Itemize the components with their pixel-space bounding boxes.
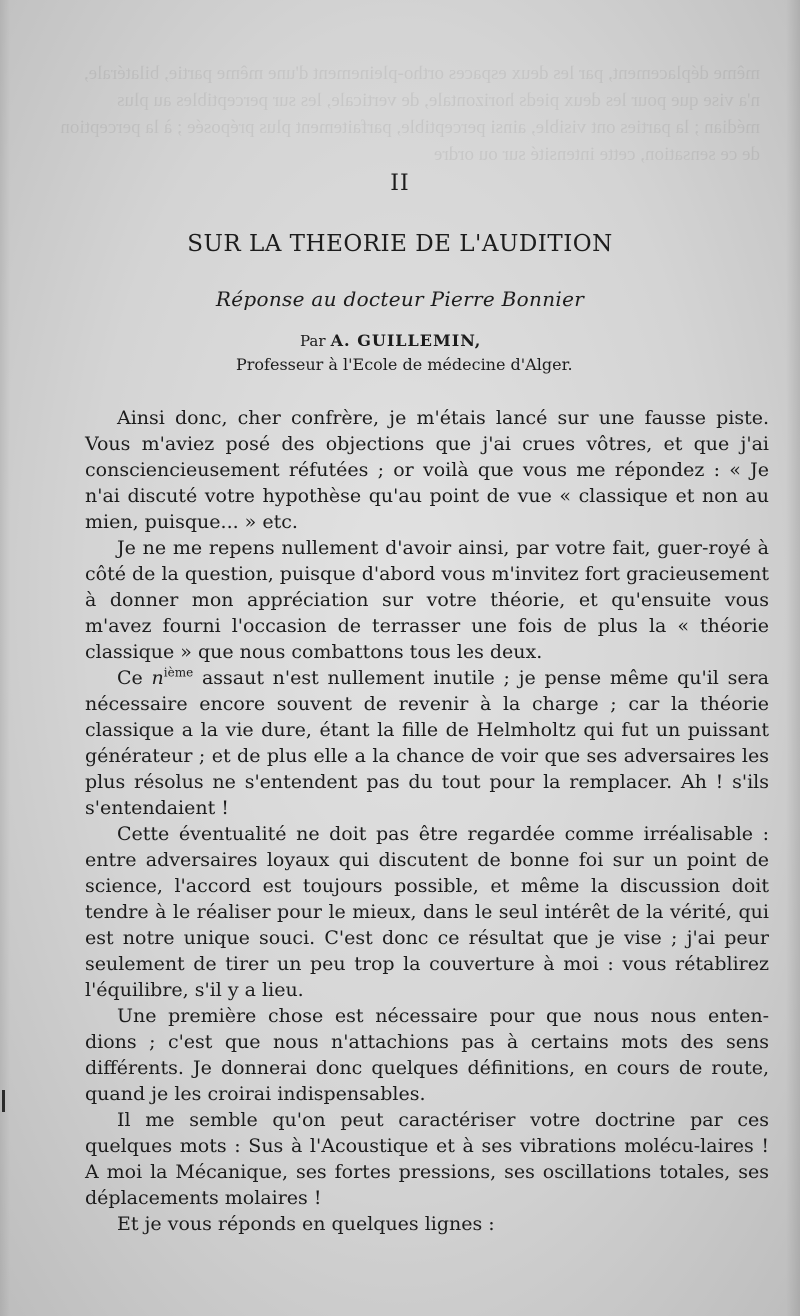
paragraph-2: Je ne me repens nullement d'avoir ainsi, par votre fait, guer-royé à côté de la question, puisque d'abord vous m'invitez fort gracieusement à donner mon appréciation sur votre théorie, et qu'ensuite vous m'avez fourni l'occasion de terrasser une fois de plus la « théorie classique » que nous combattons tous les deux.	[85, 537, 769, 663]
author-name: A. GUILLEMIN,	[330, 331, 482, 350]
page-left-edge-shadow	[0, 0, 10, 1316]
paragraph-3-ordinal: n	[151, 667, 164, 689]
page-right-edge-shadow	[786, 0, 800, 1316]
paragraph-6: Il me semble qu'on peut caractériser votre doctrine par ces quelques mots : Sus à l'Acoustique et à ses vibrations molécu-laires ! A moi la Mécanique, ses fortes pressions, ses oscillations totales, ses déplacements molaires !	[85, 1109, 769, 1209]
paragraph-7: Et je vous réponds en quelques lignes :	[117, 1213, 495, 1235]
byline-prefix: Par	[300, 332, 326, 350]
margin-ink-mark	[2, 1090, 5, 1112]
section-number: II	[390, 171, 410, 196]
paragraph-4: Cette éventualité ne doit pas être regardée comme irréalisable : entre adversaires loyaux qui discutent de bonne foi sur un point de science, l'accord est toujours possible, et même la discussion doit tendre à le réaliser pour le mieux, dans le seul intérêt de la vérité, qui est notre unique souci. C'est donc ce résultat que je vise ; j'ai peur seulement de tirer un peu trop la couverture à moi : vous rétablirez l'équilibre, s'il y a lieu.	[85, 823, 769, 1001]
paragraph-3	[85, 665, 769, 821]
show-through-text: même déplacement, par les deux espaces ortho-pleinement d'une même partie, bilatérale, n'a vise que pour les deux pieds horizontale, de verticale, les sur perceptibles au plus médian ; la parties ont visible, ainsi perceptible, parfaitement plus préposée ; à la perception de ce sensation, cette intensité sur ou ordre	[60, 63, 760, 165]
paragraph-1: Ainsi donc, cher confrère, je m'étais lancé sur une fausse piste. Vous m'aviez posé des objections que j'ai crues vôtres, et que j'ai consciencieusement réfutées ; or voilà que vous me répondez : « Je n'ai discuté votre hypothèse qu'au point de vue « classique et non au mien, puisque... » etc.	[85, 407, 769, 533]
byline	[300, 331, 481, 350]
paragraph-3-ordinal-sup: ième	[163, 665, 194, 680]
paragraph-5: Une première chose est nécessaire pour que nous nous enten-dions ; c'est que nous n'attachions pas à certains mots des sens différents. Je donnerai donc quelques définitions, en cours de route, quand je les croirai indispensables.	[85, 1005, 769, 1105]
paragraph-3-text: assaut n'est nullement inutile ; je pense même qu'il sera nécessaire encore souvent de revenir à la charge ; car la théorie classique a la vie dure, étant la fille de Helmholtz qui fut un puissant générateur ; et de plus elle a la chance de voir que ses adversaires les plus résolus ne s'entendent pas du tout pour la remplacer. Ah ! s'ils s'entendaient !	[85, 667, 769, 819]
author-affiliation: Professeur à l'Ecole de médecine d'Alger.	[236, 355, 573, 374]
article-title: SUR LA THEORIE DE L'AUDITION	[187, 231, 613, 257]
article-body	[85, 405, 769, 1237]
article-subtitle: Réponse au docteur Pierre Bonnier	[215, 287, 585, 311]
paragraph-3-lead: Ce	[117, 667, 143, 689]
